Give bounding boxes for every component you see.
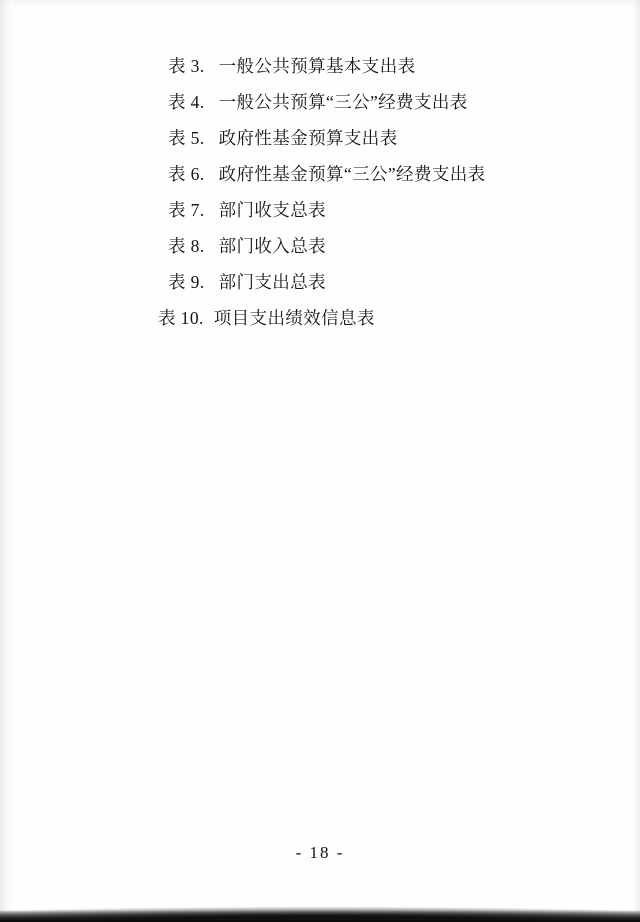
toc-item-label: 部门收支总表 <box>218 200 327 220</box>
list-item <box>168 166 588 184</box>
toc-item-label: 政府性基金预算支出表 <box>218 128 398 148</box>
toc-item-number: 表 7. <box>168 200 205 220</box>
page-number: - 18 - <box>295 843 345 862</box>
list-item <box>168 130 588 148</box>
toc-item-number: 表 3. <box>168 56 205 76</box>
list-item <box>158 308 588 328</box>
toc-item-number: 表 8. <box>168 236 205 256</box>
list-item <box>168 58 588 76</box>
toc-item-label: 部门收入总表 <box>218 236 327 256</box>
list-item <box>168 94 588 112</box>
toc-item-label: 部门支出总表 <box>218 272 327 292</box>
table-of-contents <box>158 56 588 346</box>
toc-item-number: 表 5. <box>168 128 205 148</box>
toc-item-number: 表 6. <box>168 164 205 184</box>
list-item <box>168 202 588 220</box>
toc-item-label: 政府性基金预算“三公”经费支出表 <box>218 164 486 184</box>
toc-item-label: 项目支出绩效信息表 <box>213 308 375 328</box>
toc-item-label: 一般公共预算基本支出表 <box>218 56 416 76</box>
list-item <box>168 274 588 292</box>
toc-item-label: 一般公共预算“三公”经费支出表 <box>218 92 468 112</box>
toc-item-number: 表 9. <box>168 272 205 292</box>
toc-item-number: 表 4. <box>168 92 205 112</box>
toc-item-number: 表 10. <box>158 308 204 328</box>
list-item <box>168 238 588 256</box>
